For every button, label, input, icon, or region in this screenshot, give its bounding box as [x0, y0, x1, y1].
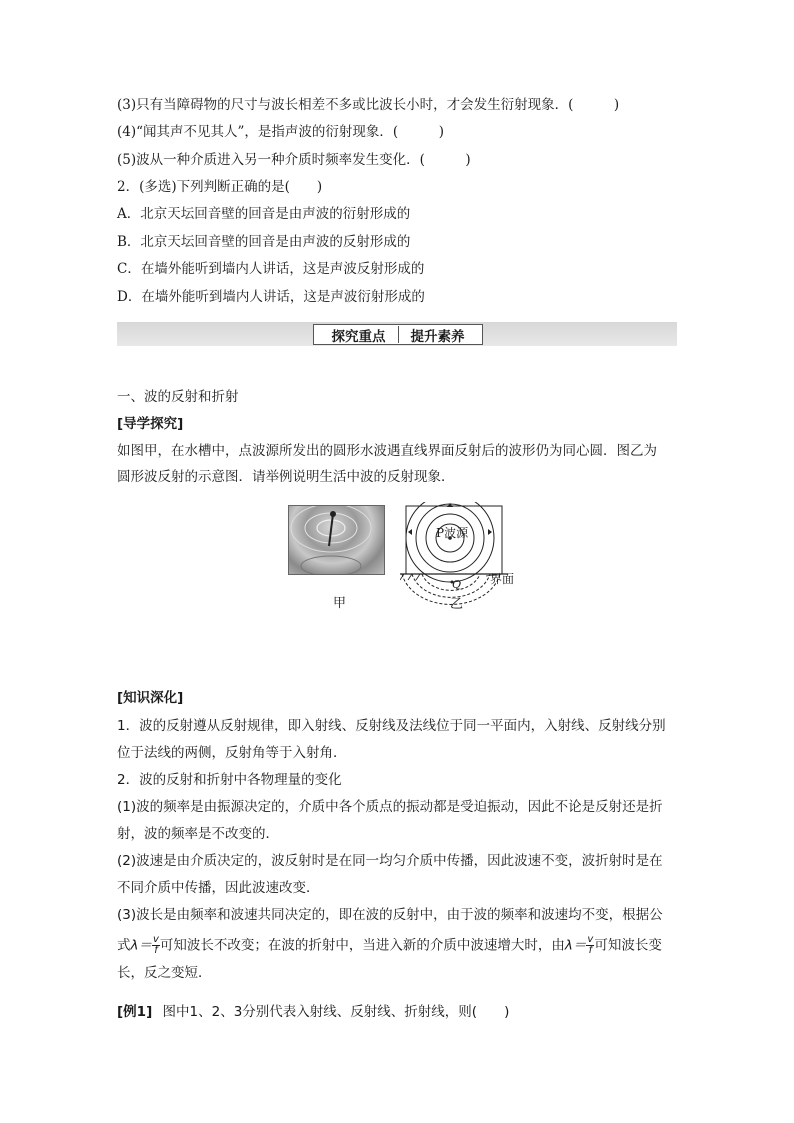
label-q: Q	[452, 578, 462, 591]
knowledge-p2: 2．波的反射和折射中各物理量的变化	[117, 772, 342, 788]
knowledge-p1-line2: 位于法线的两侧，反射角等于入射角．	[117, 745, 347, 761]
formula-denominator-1: f	[154, 945, 158, 956]
option-b: B．北京天坛回音壁的回音是由声波的反射形成的	[117, 234, 411, 250]
knowledge-p4-line2: 不同介质中传播，因此波速改变．	[117, 880, 320, 896]
formula-fraction-1	[152, 935, 160, 956]
knowledge-p5-line2	[117, 935, 662, 956]
label-interface: 界面	[490, 572, 515, 586]
knowledge-p5-line1: (3)波长是由频率和波速共同决定的，即在波的反射中，由于波的频率和波速均不变，根据公	[117, 907, 663, 923]
formula-prefix: 式	[117, 937, 131, 954]
formula-lambda-2: λ＝	[564, 937, 587, 954]
knowledge-p1-line1: 1．波的反射遵从反射规律，即入射线、反射线及法线位于同一平面内，入射线、反射线分别	[117, 718, 666, 734]
section-heading: 一、波的反射和折射	[117, 389, 239, 405]
water-ripple-image	[289, 506, 384, 574]
guide-line-1: 如图甲，在水槽中，点波源所发出的圆形水波遇直线界面反射后的波形仍为同心圆．图乙为	[117, 443, 657, 459]
question-5: (5)波从一种介质进入另一种介质时频率发生变化．( )	[117, 152, 471, 168]
water-tank-photo	[288, 505, 385, 575]
question-2-stem: 2．(多选)下列判断正确的是( )	[117, 179, 323, 195]
example-text: 图中1、2、3分别代表入射线、反射线、折射线，则( )	[162, 1004, 510, 1020]
option-c: C．在墙外能听到墙内人讲话，这是声波反射形成的	[117, 261, 425, 277]
knowledge-p4-line1: (2)波速是由介质决定的，波反射时是在同一均匀介质中传播，因此波速不变，波折射时是在	[117, 853, 663, 869]
banner-right-text: 提升素养	[410, 328, 465, 345]
knowledge-p5-line3: 长，反之变短．	[117, 965, 212, 981]
section-banner	[117, 322, 677, 346]
formula-numerator-2: v	[587, 934, 594, 945]
formula-middle-text: 可知波长不改变；在波的折射中，当进入新的介质中波速增大时，由	[159, 937, 565, 954]
option-d: D．在墙外能听到墙内人讲话，这是声波衍射形成的	[117, 289, 425, 305]
label-p-source: P波源	[436, 526, 469, 540]
example-label: [例1]	[117, 1004, 153, 1020]
option-a: A．北京天坛回音壁的回音是由声波的衍射形成的	[117, 206, 411, 222]
banner-left-text: 探究重点	[331, 328, 386, 345]
knowledge-p3-line1: (1)波的频率是由振源决定的，介质中各个质点的振动都是受迫振动，因此不论是反射还是折	[117, 799, 663, 815]
formula-suffix: 可知波长变	[594, 937, 662, 954]
formula-lambda-1: λ＝	[130, 937, 152, 954]
formula-numerator-1: v	[153, 934, 159, 945]
caption-b: 乙	[450, 597, 464, 612]
guide-line-2: 圆形波反射的示意图．请举例说明生活中波的反射现象．	[117, 469, 455, 485]
guide-label: [导学探究]	[117, 416, 184, 432]
formula-denominator-2: f	[588, 945, 593, 956]
question-4: (4)“闻其声不见其人”，是指声波的衍射现象．( )	[117, 124, 444, 140]
banner-divider	[398, 326, 399, 343]
example-1	[117, 1002, 509, 1022]
knowledge-p3-line2: 射，波的频率是不改变的．	[117, 826, 279, 842]
knowledge-label: [知识深化]	[117, 690, 184, 706]
question-3: (3)只有当障碍物的尺寸与波长相差不多或比波长小时，才会发生衍射现象．( )	[117, 97, 620, 113]
banner-box	[313, 324, 483, 345]
caption-a: 甲	[333, 596, 347, 611]
